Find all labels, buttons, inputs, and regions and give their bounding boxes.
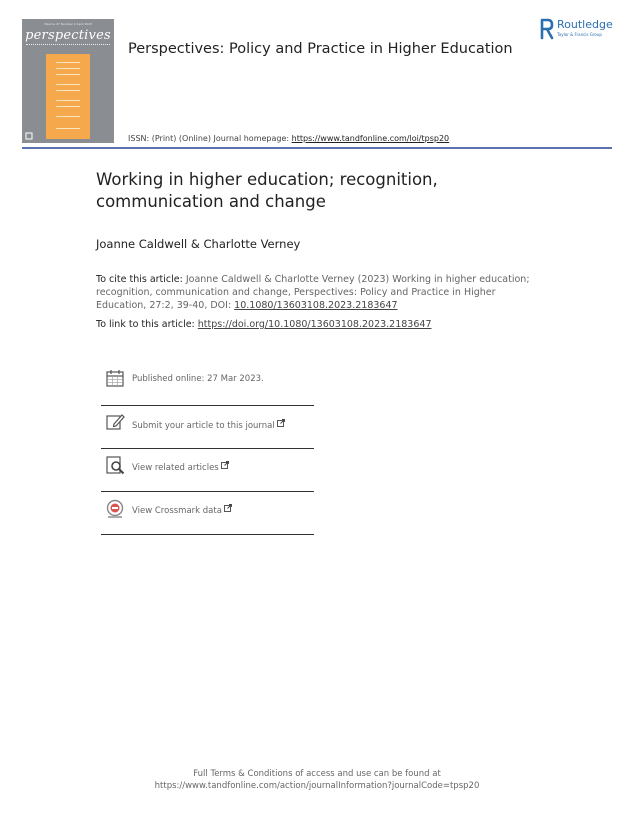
article-authors: Joanne Caldwell & Charlotte Verney: [96, 237, 301, 251]
related-articles-link[interactable]: [132, 461, 229, 473]
submit-article-label: Submit your article to this journal: [132, 421, 275, 431]
header-divider: [22, 147, 612, 149]
publisher-logo[interactable]: [540, 18, 620, 42]
citation-text: Joanne Caldwell & Charlotte Verney (2023) Working in higher education; recognition, communication and change, Perspectives: Policy and Practice in Higher Education, 27:2, 39-40, DOI:: [96, 274, 530, 311]
citation-label: To cite this article:: [96, 274, 183, 285]
journal-cover: [22, 19, 114, 143]
cover-contents-panel: [46, 54, 90, 139]
action-divider: [101, 534, 314, 535]
link-label: To link to this article:: [96, 319, 198, 330]
cover-issue-line: Volume 27 Number 2 April 2023: [43, 22, 93, 26]
calendar-icon: [105, 368, 125, 388]
cover-publisher-icon: [25, 132, 33, 140]
article-link-line: [96, 319, 431, 330]
submit-article-row[interactable]: [101, 406, 314, 447]
submit-article-link[interactable]: [132, 419, 285, 431]
cover-wordmark: perspectives: [25, 28, 111, 43]
article-doi-url[interactable]: https://doi.org/10.1080/13603108.2023.2183647: [197, 319, 432, 330]
footer-terms-text: Full Terms & Conditions of access and use can be found at: [193, 769, 441, 779]
published-online-row: [101, 364, 314, 405]
edit-pencil-icon: [105, 412, 125, 432]
publisher-name: Routledge: [557, 18, 613, 31]
publisher-tagline: Taylor & Francis Group: [557, 32, 602, 37]
related-articles-icon: [105, 455, 125, 475]
published-online-text: Published online: 27 Mar 2023.: [132, 374, 264, 384]
related-articles-row[interactable]: [101, 449, 314, 490]
routledge-r-icon: [540, 18, 554, 40]
journal-title: Perspectives: Policy and Practice in Higher Education: [128, 41, 513, 57]
article-title: Working in higher education; recognition, communication and change: [96, 170, 438, 211]
journal-homepage-link[interactable]: https://www.tandfonline.com/loi/tpsp20: [291, 134, 450, 143]
external-link-icon: [277, 419, 285, 427]
footer-terms-url[interactable]: https://www.tandfonline.com/action/journalInformation?journalCode=tpsp20: [154, 781, 480, 791]
crossmark-row[interactable]: [101, 492, 314, 533]
external-link-icon: [224, 504, 232, 512]
citation-block: [96, 273, 546, 312]
page-footer: [0, 768, 634, 792]
issn-line: [128, 134, 449, 143]
issn-label: ISSN: (Print) (Online) Journal homepage:: [128, 134, 292, 143]
crossmark-link[interactable]: [132, 504, 232, 516]
crossmark-icon: [105, 499, 125, 519]
crossmark-label: View Crossmark data: [132, 506, 222, 516]
external-link-icon: [221, 461, 229, 469]
cover-subtitle-rule: [26, 44, 110, 47]
related-articles-label: View related articles: [132, 463, 219, 473]
doi-link[interactable]: 10.1080/13603108.2023.2183647: [234, 300, 398, 311]
